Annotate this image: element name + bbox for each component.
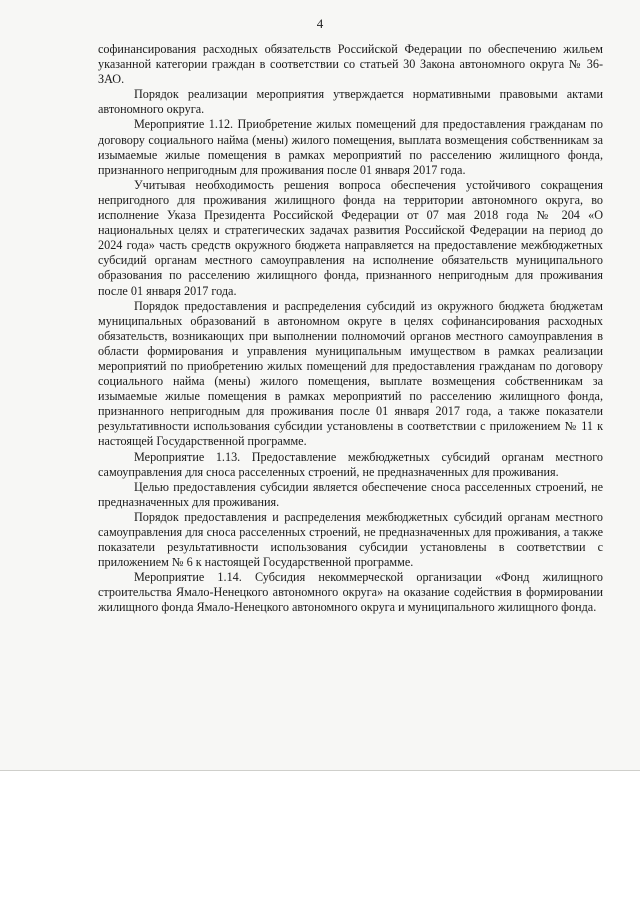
paragraph: Мероприятие 1.12. Приобретение жилых помещений для предоставления гражданам по договору социального найма (мены) жилого помещения, выплата возмещения собственникам за изымаемые жилые помещения в рамках мероприятий по расселению жилищного фонда, признанного непригодным для проживания после 01 января 2017 года. [98,117,603,177]
paragraph: Учитывая необходимость решения вопроса обеспечения устойчивого сокращения непригодного для проживания жилищного фонда на территории автономного округа, во исполнение Указа Президента Российской Федерации от 07 мая 2018 года № 204 «О национальных целях и стратегических задачах развития Российской Федерации на период до 2024 года» часть средств окружного бюджета направляется на предоставление межбюджетных субсидий органам местного самоуправления на исполнение обязательств муниципального образования по расселению жилищного фонда, признанного непригодным для проживания после 01 января 2017 года. [98,177,603,298]
document-body [98,42,603,616]
page-number: 4 [316,16,324,31]
paragraph: Целью предоставления субсидии является обеспечение сноса расселенных строений, не предназначенных для проживания. [98,479,603,509]
paragraph: Порядок предоставления и распределения субсидий из окружного бюджета бюджетам муниципальных образований в автономном округе в целях софинансирования расходных обязательств, возникающих при выполнении полномочий органов местного самоуправления в области формирования и управления муниципальным имуществом в рамках реализации мероприятий по приобретению жилых помещений для предоставления гражданам по договору социального найма (мены) жилого помещения, выплате возмещения собственникам за изымаемые жилые помещения в рамках мероприятий по расселению жилищного фонда, признанного непригодным для проживания после 01 января 2017 года, а также показатели результативности использования субсидии установлены в соответствии с приложением № 11 к настоящей Государственной программе. [98,298,603,449]
paragraph: Мероприятие 1.14. Субсидия некоммерческой организации «Фонд жилищного строительства Ямало-Ненецкого автономного округа» на оказание содействия в формировании жилищного фонда Ямало-Ненецкого автономного округа и муниципального жилищного фонда. [98,570,603,615]
paragraph: Порядок предоставления и распределения межбюджетных субсидий органам местного самоуправления для сноса расселенных строений, не предназначенных для проживания, а также показатели результативности использования субсидии установлены в соответствии с приложением № 6 к настоящей Государственной программе. [98,509,603,570]
paragraph: Порядок реализации мероприятия утверждается нормативными правовыми актами автономного округа. [98,87,603,117]
paragraph: Мероприятие 1.13. Предоставление межбюджетных субсидий органам местного самоуправления для сноса расселенных строений, не предназначенных для проживания. [98,449,603,479]
paragraph: софинансирования расходных обязательств Российской Федерации по обеспечению жильем указанной категории граждан в соответствии со статьей 30 Закона автономного округа № 36-ЗАО. [98,42,603,87]
